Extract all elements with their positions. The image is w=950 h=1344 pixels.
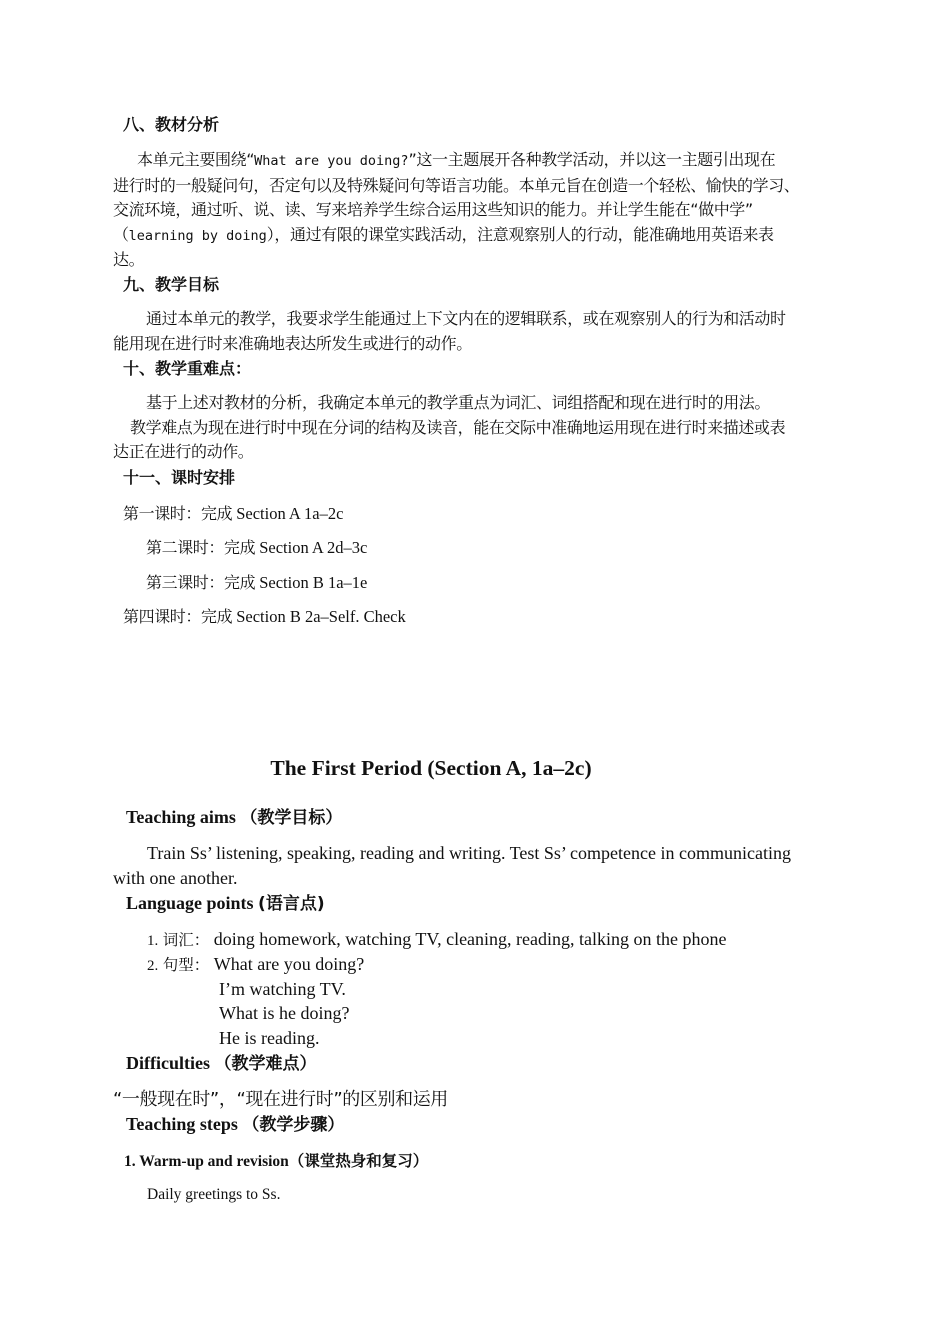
period-1-label: 第一课时：完成: [123, 504, 233, 523]
section8-line4-rest: ），通过有限的课堂实践活动，注意观察别人的行动，能准确地用英语来表: [266, 224, 774, 244]
sentence-3: What is he doing?: [219, 1003, 350, 1023]
period-1: [123, 502, 853, 527]
step1-text: Daily greetings to Ss.: [147, 1186, 281, 1203]
section8-line4-open: （: [113, 224, 129, 244]
sentence-1: What are you doing?: [213, 954, 365, 974]
lp-heading-cn: (语言点): [258, 894, 325, 914]
sentence-4: He is reading.: [219, 1028, 320, 1048]
step1-heading-cn: （课堂热身和复习）: [288, 1152, 429, 1170]
section8-heading: 八、教材分析: [123, 115, 220, 134]
aims-heading: [126, 805, 856, 830]
section8-code2: learning by doing: [128, 227, 267, 244]
section8-line2: 进行时的一般疑问句，否定句以及特殊疑问句等语言功能。本单元旨在创造一个轻松、愉快的学习、: [113, 175, 800, 195]
lesson-title: The First Period (Section A, 1a–2c): [270, 756, 592, 780]
section10-line3: 达正在进行的动作。: [113, 442, 254, 461]
section9-heading: 九、教学目标: [123, 275, 220, 294]
section10-line1: 基于上述对教材的分析，我确定本单元的教学重点为词汇、词组搭配和现在进行时的用法。: [146, 393, 771, 412]
period-2-label: 第二课时：完成: [146, 538, 256, 557]
section8-line3: 交流环境，通过听、说、读、写来培养学生综合运用这些知识的能力。并让学生能在“做中学”: [113, 200, 753, 219]
aims-line1: Train Ss’ listening, speaking, reading and writing. Test Ss’ competence in communicating: [147, 843, 791, 863]
language-points-heading: [126, 891, 856, 916]
section9-line2: 能用现在进行时来准确地表达所发生或进行的动作。: [113, 333, 472, 353]
section8-line1a: 本单元主要围绕“: [137, 150, 255, 169]
difficulties-text: “一般现在时”，“现在进行时”的区别和运用: [113, 1089, 448, 1110]
period-4-content: Section B 2a–Self. Check: [236, 607, 406, 626]
step1-heading: [124, 1150, 854, 1173]
section10-paragraph: [113, 391, 843, 465]
pattern-label: 句型：: [162, 956, 210, 974]
vocab-label: 词汇：: [162, 931, 210, 949]
section11-heading: 十一、课时安排: [123, 468, 236, 487]
steps-heading-cn: （教学步骤）: [242, 1115, 345, 1135]
period-3-label: 第三课时：完成: [146, 573, 256, 592]
pattern-num: 2.: [147, 958, 159, 974]
period-3: [146, 571, 876, 596]
section10-heading: 十、教学重难点：: [123, 359, 252, 378]
diff-heading-en: Difficulties: [126, 1053, 210, 1073]
section8-line5: 达。: [113, 250, 145, 269]
lp-heading-en: Language points: [126, 893, 254, 913]
aims-paragraph: [113, 841, 843, 891]
section10-line2: 教学难点为现在进行时中现在分词的结构及读音，能在交际中准确地运用现在进行时来描述或表: [130, 417, 786, 437]
section8-code1: What are you doing?: [254, 153, 409, 169]
period-3-content: Section B 1a–1e: [259, 573, 368, 592]
step1-heading-en: 1. Warm-up and revision: [124, 1153, 289, 1170]
vocab-line: [147, 927, 727, 954]
section9-line1: 通过本单元的教学，我要求学生能通过上下文内在的逻辑联系，或在观察别人的行为和活动时: [146, 309, 786, 328]
section8-paragraph: [113, 148, 843, 273]
section9-paragraph: [113, 307, 843, 356]
aims-line2: with one another.: [113, 868, 238, 888]
vocab-num: 1.: [147, 933, 159, 949]
steps-heading: [126, 1112, 856, 1137]
pattern-line: [147, 952, 364, 979]
diff-heading-cn: （教学难点）: [214, 1054, 317, 1074]
aims-heading-en: Teaching aims: [126, 807, 236, 827]
period-2: [146, 536, 876, 561]
period-2-content: Section A 2d–3c: [259, 538, 368, 557]
period-1-content: Section A 1a–2c: [236, 504, 344, 523]
sentence-2: I’m watching TV.: [219, 979, 346, 999]
aims-heading-cn: （教学目标）: [240, 808, 343, 828]
period-4-label: 第四课时：完成: [123, 607, 233, 626]
difficulties-heading: [126, 1051, 856, 1076]
vocab-text: doing homework, watching TV, cleaning, reading, talking on the phone: [213, 929, 727, 949]
section8-line1b: ”这一主题展开各种教学活动，并以这一主题引出现在: [408, 150, 776, 169]
period-4: [123, 605, 853, 630]
steps-heading-en: Teaching steps: [126, 1114, 238, 1134]
